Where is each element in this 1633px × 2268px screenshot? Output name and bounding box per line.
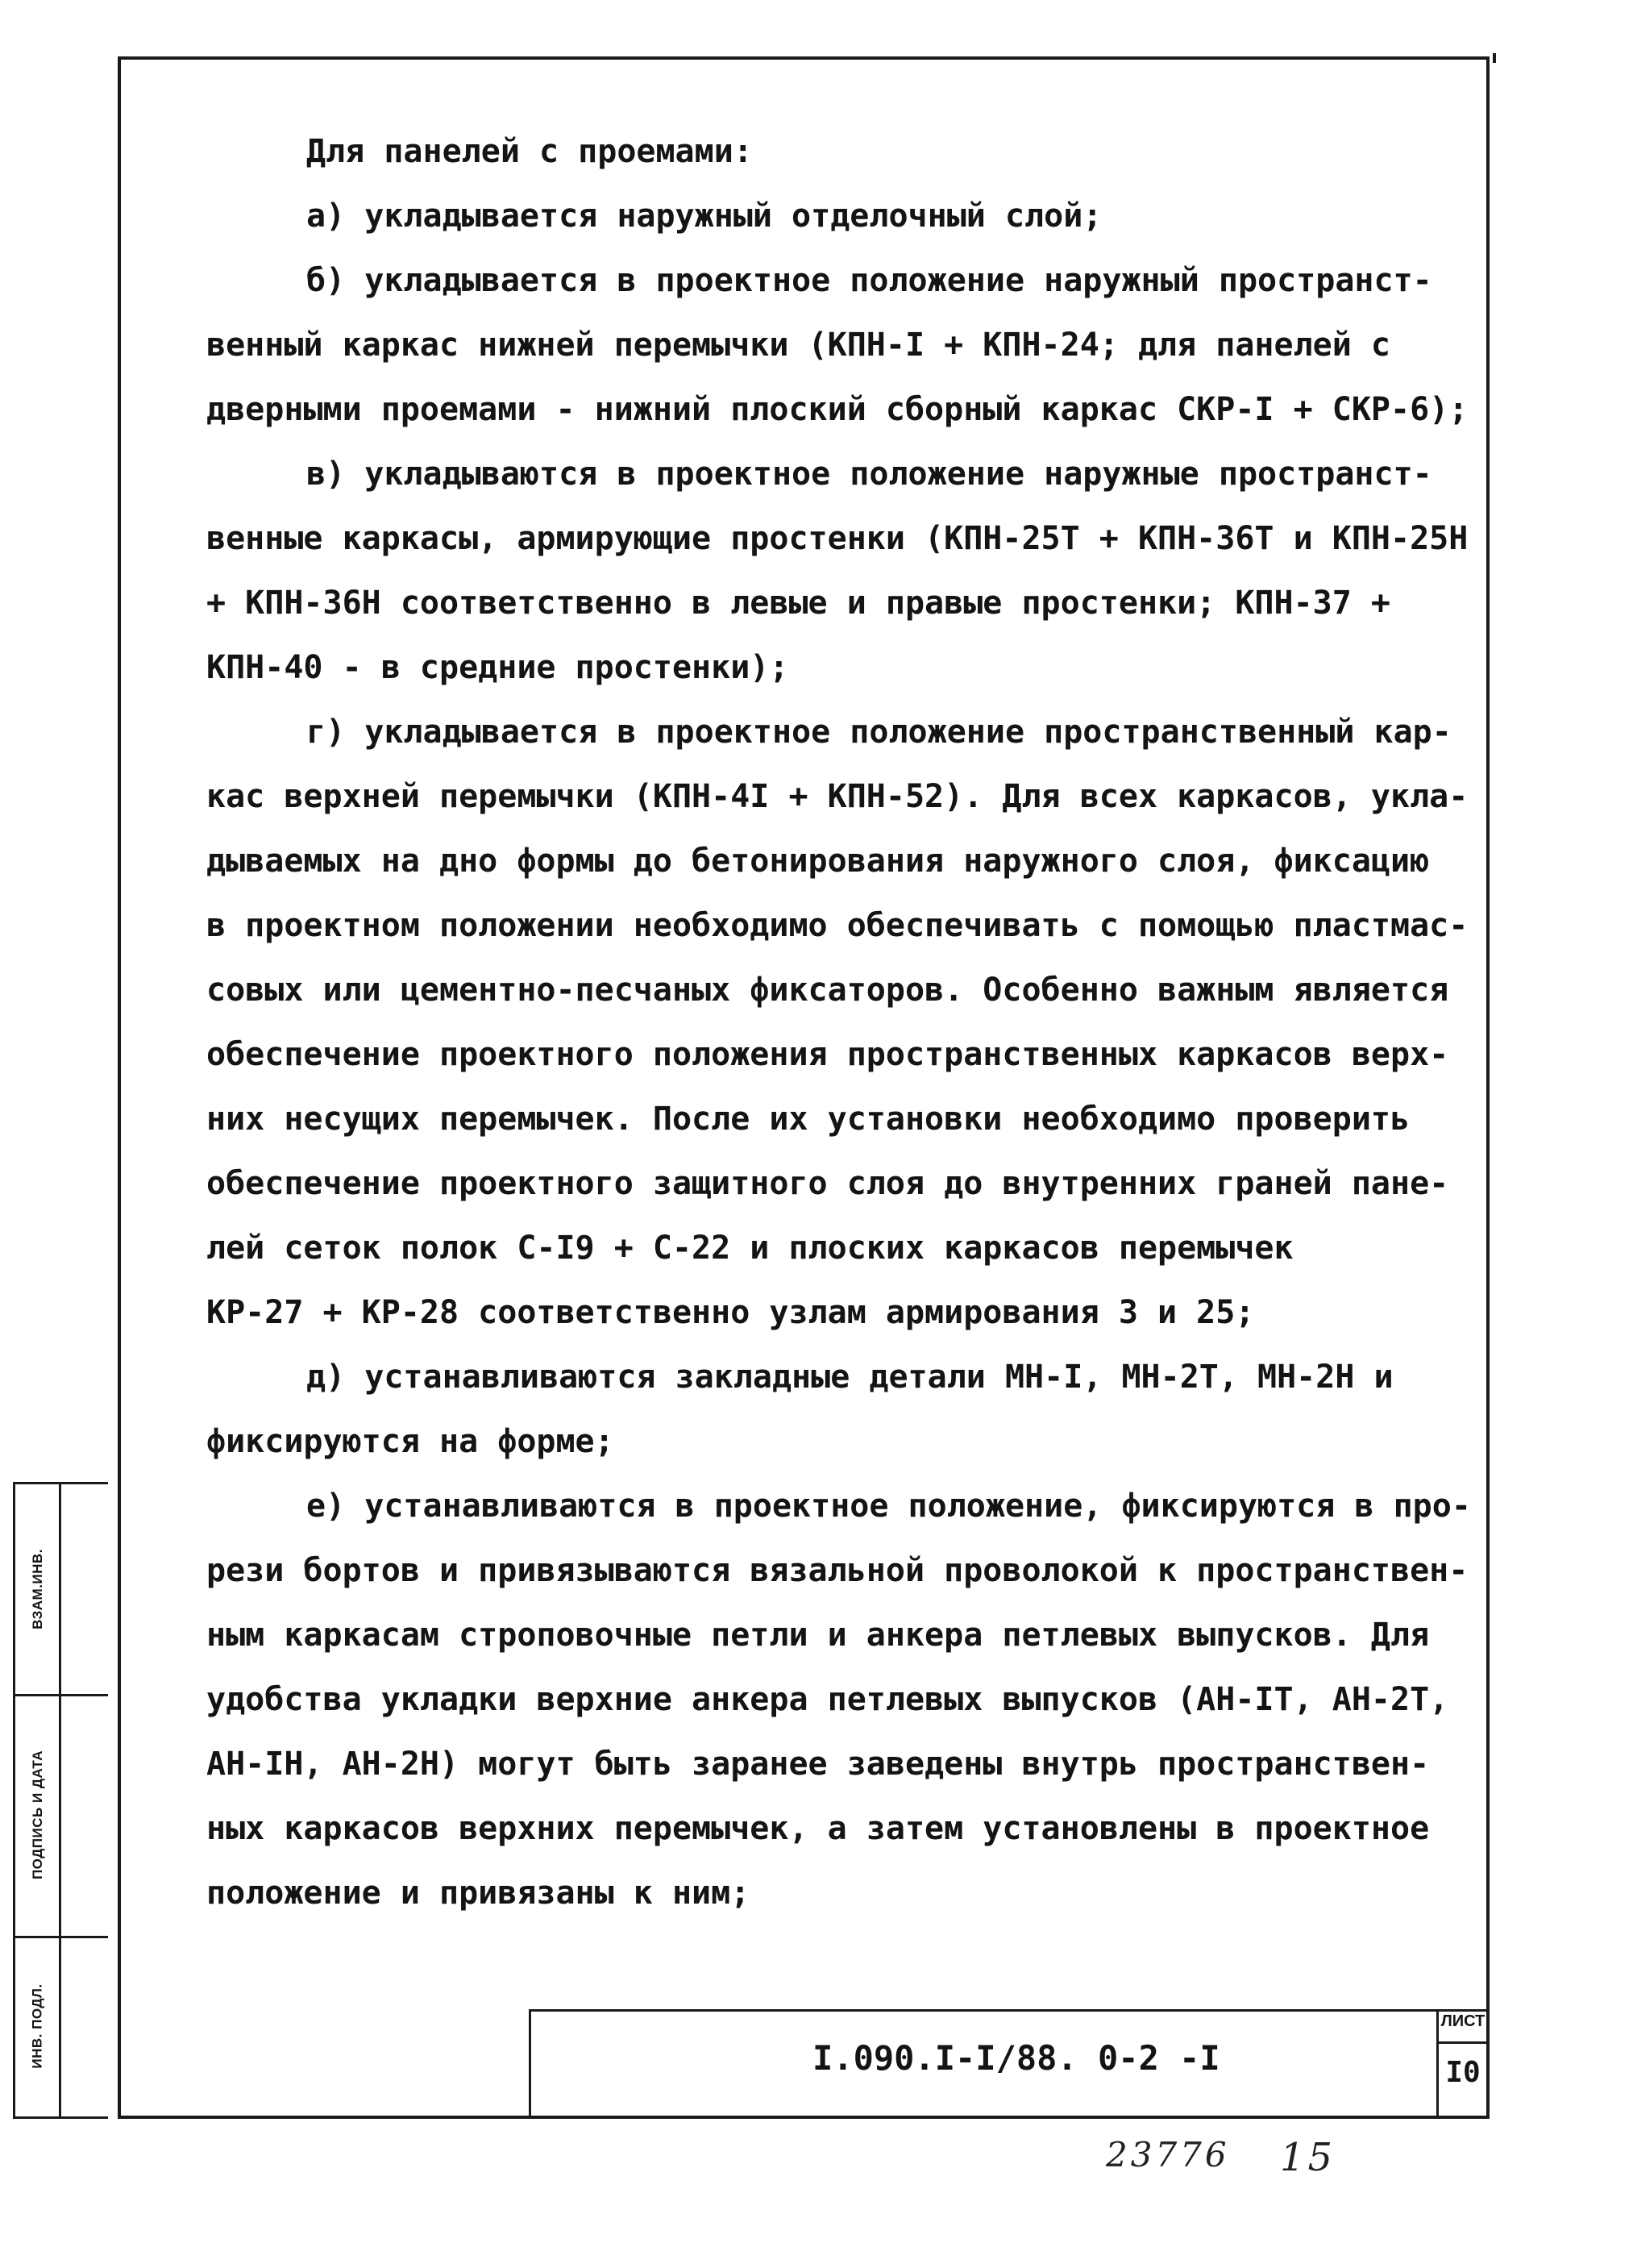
text-line: обеспечение проектного защитного слоя до внутренних граней пане-	[206, 1165, 1449, 1202]
text-line: удобства укладки верхние анкера петлевых выпусков (АН-IТ, АН-2Т,	[206, 1681, 1449, 1718]
frame-corner-tick	[1483, 53, 1496, 63]
text-line: лей сеток полок С-I9 + С-22 и плоских каркасов перемычек	[206, 1230, 1294, 1267]
text-line: венные каркасы, армирующие простенки (КПН-25Т + КПН-36Т и КПН-25Н	[206, 520, 1469, 557]
text-line: г) укладывается в проектное положение пространственный кар-	[306, 714, 1452, 751]
side-label-signature-date: ПОДПИСЬ И ДАТА	[30, 1750, 45, 1880]
text-line: в) укладываются в проектное положение наружные пространст-	[306, 456, 1432, 493]
text-line: положение и привязаны к ним;	[206, 1875, 750, 1912]
text-line: б) укладывается в проектное положение наружный пространст-	[306, 262, 1432, 299]
sheet-number: I0	[1445, 2056, 1481, 2089]
sheet-box-divider	[1439, 2041, 1490, 2044]
body-text	[206, 119, 1496, 1925]
text-line: рези бортов и привязываются вязальной проволокой к пространствен-	[206, 1552, 1469, 1589]
text-line: ным каркасам строповочные петли и анкера петлевых выпусков. Для	[206, 1617, 1430, 1654]
text-line: + КПН-36Н соответственно в левые и правые простенки; КПН-37 +	[206, 585, 1391, 622]
handwritten-number: 23776	[1106, 2135, 1230, 2174]
text-line: кас верхней перемычки (КПН-4I + КПН-52). Для всех каркасов, укла-	[206, 778, 1469, 815]
text-line: обеспечение проектного положения пространственных каркасов верх-	[206, 1036, 1449, 1073]
text-line: них несущих перемычек. После их установки необходимо проверить	[206, 1101, 1411, 1138]
text-line: АН-IН, АН-2Н) могут быть заранее заведены внутрь пространствен-	[206, 1746, 1430, 1783]
text-line: КР-27 + КР-28 соответственно узлам армирования 3 и 25;	[206, 1294, 1255, 1331]
text-line: Для панелей с проемами:	[306, 133, 753, 170]
text-line: венный каркас нижней перемычки (КПН-I + КПН-24; для панелей с	[206, 327, 1391, 364]
document-code: I.090.I-I/88. 0-2 -I	[812, 2038, 1220, 2078]
text-line: е) устанавливаются в проектное положение, фиксируются в про-	[306, 1488, 1471, 1525]
side-stamp-column-divider	[59, 1484, 61, 2116]
handwritten-page: 15	[1280, 2135, 1336, 2180]
text-line: КПН-40 - в средние простенки);	[206, 649, 789, 686]
text-line: ных каркасов верхних перемычек, а затем установлены в проектное	[206, 1810, 1430, 1847]
text-line: дверными проемами - нижний плоский сборный каркас СКР-I + СКР-6);	[206, 391, 1469, 428]
side-label-vzam-inv: ВЗАМ.ИНВ.	[30, 1549, 46, 1629]
text-line: дываемых на дно формы до бетонирования наружного слоя, фиксацию	[206, 843, 1430, 880]
text-line: в проектном положении необходимо обеспечивать с помощью пластмас-	[206, 907, 1469, 944]
text-line: фиксируются на форме;	[206, 1423, 614, 1460]
side-label-inv-podl: ИНВ. ПОДЛ.	[30, 1983, 46, 2069]
text-line: а) укладывается наружный отделочный слой;	[306, 198, 1103, 235]
sheet-label: ЛИСТ	[1440, 2012, 1485, 2030]
text-line: д) устанавливаются закладные детали МН-I, МН-2Т, МН-2Н и	[306, 1359, 1394, 1396]
side-stamp	[13, 1482, 108, 2119]
text-line: совых или цементно-песчаных фиксаторов. Особенно важным является	[206, 972, 1449, 1009]
